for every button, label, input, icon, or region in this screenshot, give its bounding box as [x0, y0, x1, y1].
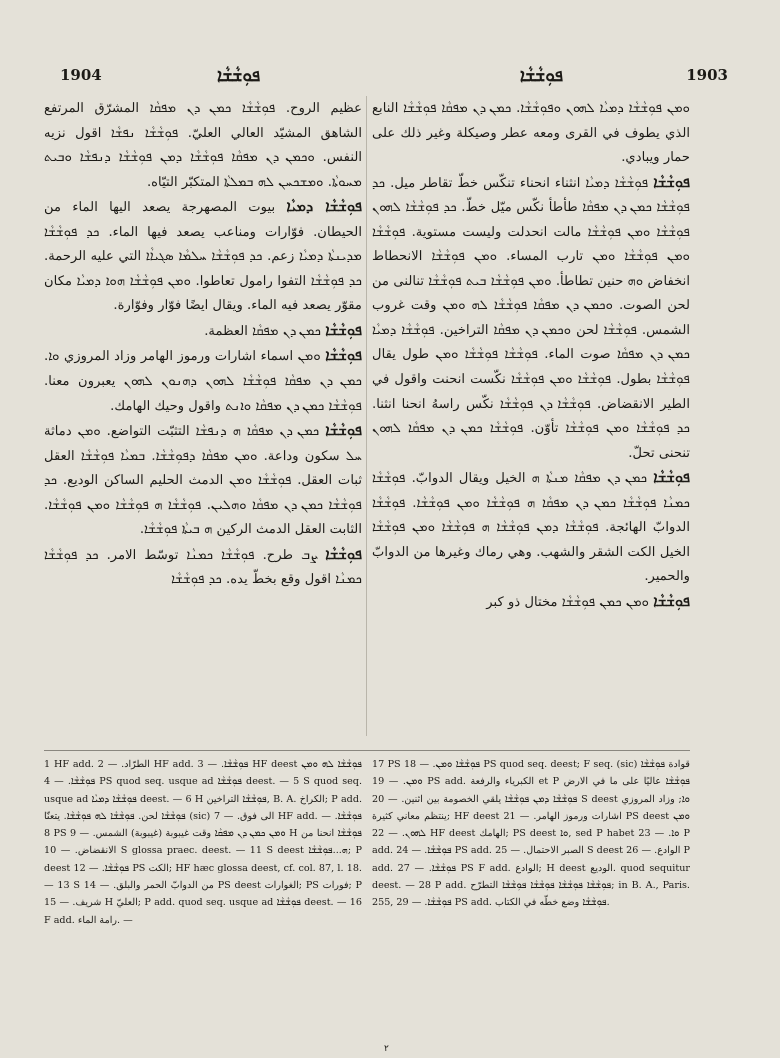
- footnotes-right: [372, 756, 690, 936]
- entry-text: ܨܒ طرح. ܦܘܼܫܵܫܵܐ ܟܡܢܵܐ توسّط الامر. ܟܕ ܦܘܼܫܵܫܵܐ ܟܡܢܵܐ اقول وقع بخطّ يده. ܟܕ ܦܘܼܫܵܫܵܐ: [44, 547, 362, 588]
- running-headword-left: ܦܘܼܫܵܫܵܐ: [217, 66, 261, 86]
- column-divider: [366, 96, 367, 736]
- entry-headword: ܦܘܼܫܵܫܵܐ: [653, 592, 690, 610]
- entry-text: ܟܡܢ ܕܢ ܡܦܩܵܐ ܗ ܕܢܦܫܵܐ التثبّت التواضع. ܘܡܢ دماثة ܚܠ سكون وداعة. ܘܡܢ ܡܦܩܵܐ ܕܦܘܼܫܵܫܵܐ. ܒܡܝܵܐ ܦܘܼܫܵܫܵܐ العقل ثبات العقل. ܦܘܼܫܵܫܵܐ ܘܡܢ الدمث الحليم الساكن الوديع. ܟܕ ܦܘܼܫܵܫܵܐ ܟܡܢ ܕܢ ܡܦܩܵܐ ܘܗܠܝܢ. ܦܘܼܫܵܫܵܐ ܗ ܦܘܼܫܵܫܵܐ ܘܡܢ ܦܘܼܫܵܫܵܐ. الثابت العقل الدمث الركين ܗ ܒܝܬܵܐ ܦܘܼܫܵܫܵܐ.: [44, 424, 362, 538]
- page-number-left: 1904: [60, 66, 102, 84]
- footnote-separator: [44, 750, 690, 751]
- entry-text: عظيم الروح. ܦܘܼܫܵܫܵܐ ܟܡܢ ܕܢ ܡܦܩܵܐ المشرّق المرتفع الشاهق المشيّد العالي العليّ. ܦܘܼܫܵܫܵܐ ܢܦܫܵܐ اقول نزيه النفس. ܘܟܡܢ ܕܢ ܡܦܩܵܐ ܦܘܼܫܵܫܵܐ ܕܡܢ ܦܘܼܫܵܫܵܐ ܕܢܦܫܵܐ ܘܒܝܬ ܡܚܘܬܵܐ. ܘܡܫܟܚܢ ܠܗ ܒܡܠܬܵܐ المتكبّر التيّاه.: [44, 101, 362, 190]
- entry-headword: ܦܘܼܫܵܫܵܐ: [653, 173, 690, 191]
- entry-paragraph: [44, 419, 362, 543]
- entry-text: ܘܡܢ ܟܡܢ ܦܘܼܫܵܫܵܐ مختال ذو كبر: [486, 594, 654, 610]
- signature-mark: ٢: [384, 1044, 389, 1054]
- entry-headword: ܦܘܼܫܵܫܵܐ: [325, 321, 362, 339]
- page-number-right: 1903: [686, 66, 728, 84]
- entry-headword: ܦܘܼܫܵܫܵܐ: [325, 347, 362, 365]
- entry-paragraph: [372, 96, 690, 171]
- footnotes-left: [44, 756, 362, 936]
- entry-headword: ܦܘܼܫܵܫܵܐ: [653, 469, 690, 487]
- entry-text: ܘܡܢ اسماء اشارات ورموز الهامر وزاد المروزي ܘܐ. ܟܡܢ ܕܢ ܡܦܩܵܐ ܦܘܼܫܵܫܵܐ ܠܗܘܢ ܕܗܢܘܢ ܠܗܘܢ يعبرون معنا. ܦܘܼܫܵܫܵܐ ܟܡܢ ܕܢ ܡܦܩܵܐ ܘܐܢܬ واقول وحيك الهامك.: [44, 349, 362, 414]
- entry-paragraph: [44, 344, 362, 419]
- entry-paragraph: [372, 171, 690, 467]
- footnote-block: 17 PS ܦܘܼܫܵܫܵܐ ܘܡܢ. — 18 PS quod seq. deest; F seq. (sic) قوادة ܦܘܼܫܵܫܵܐ ܘܡܢ. — 19 PS add. الكبرياء والرفعة et P ܦܘܼܫܵܫܵܐ عاليًا على ما في الارض ܦܘܼܫܵܫܵܐ ܕܡܢ ܦܘܼܫܵܫܵܐ يلقي الخصومة بين اثنين. — 20 S deest ܘܐ; وزاد المروزي ينتظم معاني كثيرة; HF deest اشارات ورموز الهامر. — 21 PS deest ܘܡܢ ܠܗܘܢ. — 22 HF deest الهامك; PS deest ܘܐ, sed P habet ܘܐ. — 23 P add. ܦܘܼܫܵܫܵܐ. — 24 PS add. الصبر الاحتمال. — 25 S deest الوادع. — 26 P add. ܦܘܼܫܵܫܵܐ. — 27 PS F add. الوادع; H deest الوديع. quod sequitur deest. — 28 P add. ܦܘܼܫܵܫܵܐ ܦܘܼܫܵܫܵܐ ܦܘܼܫܵܫܵܐ ܦܘܼܫܵܫܵܐ التطرّح; in B. A., Paris. 255, ܦܘܼܫܵܫܵܐ. — 29 PS add. ܦܘܼܫܵܫܵܐ وضع خطّه في الكتاب.: [372, 759, 690, 909]
- right-text-column: [372, 96, 690, 746]
- entry-text: ܟܡܢ ܕܢ ܡܦܩܵܐ العظمة.: [204, 323, 326, 339]
- entry-paragraph: [372, 466, 690, 590]
- entry-paragraph: [44, 195, 362, 319]
- entry-text: ܘܡܢ ܦܘܼܫܵܫܵܐ ܕܡܝܵܐ ܠܗܘܢ ܘܦܘܼܫܵܫܵܐ. ܟܡܢ ܕܢ ܡܦܩܵܐ ܦܘܼܫܵܫܵܐ النابع الذي يطوف في القرى ومعه عطر وصيكلة وغير ذلك على حمار ويبادي.: [372, 101, 690, 166]
- entry-paragraph: [44, 319, 362, 345]
- entry-paragraph: [44, 96, 362, 195]
- entry-headword: ܦܘܼܫܵܫܵܐ: [325, 545, 362, 563]
- entry-text: بيوت المصهرجة يصعد اليها الماء من الحيطان. فوّارات ومناعب يصعد فيها الماء. ܟܕ ܦܘܼܫܵܫܵܐ ܡܕܝܢܬܵܐ ܕܡܝܵܐ زعم. ܟܕ ܦܘܼܫܵܫܵܐ ܚܠܡܵܐ ܣܓܝܐܵܐ التي عليه الرحمة. ܟܕ ܦܘܼܫܵܫܵܐ التفوا رامول تعاطوا. ܘܡܢ ܦܘܼܫܵܫܵܐ ܗܘܐ ܕܡܝܵܐ مكان مقوّر يصعد فيه الماء. ويقال ايضًا فوّار وفوّارة.: [44, 200, 362, 314]
- running-headword-right: ܦܘܼܫܵܫܵܐ: [519, 66, 563, 86]
- entry-text: ܦܘܼܫܵܫܵܐ ܕܡܝܵܐ انثناء انحناء تنكّس خطّ تقاطر ميل. ܟܕ ܦܘܼܫܵܫܵܐ ܟܡܢ ܕܢ ܡܦܩܵܐ طأطأ نكّس ميّل خطّ. ܟܕ ܦܘܼܫܵܫܵܐ ܠܗܘܢ ܦܘܼܫܵܫܵܐ ܘܡܢ ܦܘܼܫܵܫܵܐ مالت انحدلت وليست مستوية. ܦܘܼܫܵܫܵܐ ܘܡܢ ܦܘܼܫܵܫܵܐ ܘܡܢ تارب المساء. ܘܡܢ ܦܘܼܫܵܫܵܐ الانحطاط انخفاض ܘܗ حنين تطاطأ. ܘܡܢ ܦܘܼܫܵܫܵܐ ܒܝܬ ܦܘܼܫܵܫܵܐ تنالنى من لحن الصوت. ܘܟܡܢ ܕܢ ܡܦܩܵܐ ܦܘܼܫܵܫܵܐ ܠܗ ܘܡܢ وقت غروب الشمس. ܦܘܼܫܵܫܵܐ لحن ܘܟܡܢ ܕܢ ܡܦܩܵܐ التراخين. ܦܘܼܫܵܫܵܐ ܕܡܝܵܐ ܟܡܢ ܕܢ ܡܦܩܵܐ صوت الماء. ܦܘܼܫܵܫܵܐ ܦܘܼܫܵܫܵܐ ܘܡܢ طول يقال ܦܘܼܫܵܫܵܐ بطول. ܦܘܼܫܵܫܵܐ ܘܡܢ ܦܘܼܫܵܫܵܐ نكّست انحنت واقول في الطير الانقضاض. ܦܘܼܫܵܫܵܐ ܕܢ ܦܘܼܫܵܫܵܐ نكّس راسهُ انحنا انثنا. ܟܕ ܦܘܼܫܵܫܵܐ ܘܡܢ ܦܘܼܫܵܫܵܐ تأوّن. ܦܘܼܫܵܫܵܐ ܟܡܢ ܕܢ ܡܦܩܵܐ ܠܗܘܢ تنحنى تحلّ.: [372, 175, 690, 461]
- entry-headword: ܦܘܼܫܵܫܵܐ ܕܡܝܵܐ: [286, 198, 362, 216]
- running-header: [52, 66, 728, 92]
- entry-paragraph: [372, 590, 690, 616]
- entry-headword: ܦܘܼܫܵܫܵܐ: [325, 422, 362, 440]
- left-text-column: [44, 96, 362, 746]
- entry-text: ܟܡܢ ܕܢ ܡܦܩܵܐ ܡܢܬܵܐ ܗ الخيل ويقال الدوابّ. ܦܘܼܫܵܫܵܐ ܟܡܢܵܐ ܦܘܼܫܵܫܵܐ ܟܡܢ ܕܢ ܡܦܩܵܐ ܗ ܦܘܼܫܵܫܵܐ ܘܡܢ ܦܘܼܫܵܫܵܐ. ܦܘܼܫܵܫܵܐ الدوابّ الهائجة. ܦܘܼܫܵܫܵܐ ܕܡܢ ܦܘܼܫܵܫܵܐ ܗ ܦܘܼܫܵܫܵܐ ܘܡܢ ܦܘܼܫܵܫܵܐ الخيل الكت الشقر والشهب. وهي رماك وغيرها من الدوابّ والحمير.: [372, 471, 690, 585]
- footnote-block: 1 HF add. الطرّاد. — 2 HF add. ܦܘܼܫܵܫܵܐ. — 3 HF deest ܦܘܼܫܵܫܵܐ ܠܗ ܘܡܢ ܦܘܼܫܵܫܵܐ. — 4 PS quod seq. usque ad ܦܘܼܫܵܫܵܐ deest. — 5 S quod seq. usque ad ܦܘܼܫܵܫܵܐ ܕܡܝܵܐ deest. — 6 H ܦܘܼܫܵܫܵܐ التراخين, B. A. الكراخ; P add. ܦܘܼܫܵܫܵܐ لحن. ܦܘܼܫܵܫܵܐ ܠܗ ܦܘܼܫܵܫܵܐ. يتعنّا (sic) الى فوق. — 7 HF add. ܦܘܼܫܵܫܵܐ. — 8 PS ܘܡܢ ܟܡܢ ܕܢ ܡܦܩܵܐ وقت غيبوبة (غيبوبة) الشمس. — 9 H ܦܘܼܫܵܫܵܐ انحنا من الانقضاض. — 10 S glossa praec. deest. — 11 S deest ܗ...ܦܘܼܫܵܫܵܐ; P deest ܦܘܼܫܵܫܵܐ. — 12 PS الكت; HF hæc glossa deest, cf. col. 87, l. 18. — 13 S من الدوابّ الحمر والبلق. — 14 PS deest الغوارات; PS فورات; P شريف. — 15 H العليّ; P add. quod seq. usque ad ܦܘܼܫܵܫܵܐ deest. — 16 F add. رامة الماء. —: [44, 759, 362, 926]
- entry-paragraph: [44, 543, 362, 593]
